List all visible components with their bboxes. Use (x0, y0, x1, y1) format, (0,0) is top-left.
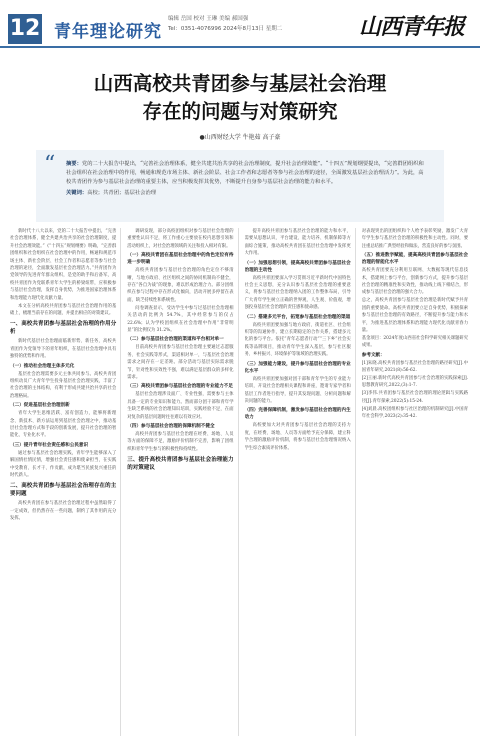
body-paragraph: 高校共青团参与基层社会治理在经费、场地、人员等方面的保障不足，激励评价机制不完善，影响了团组织和青年学生参与的积极性和持续性。 (127, 432, 234, 452)
reference-item: [3]李伟.共青团参与基层社会治理的理论逻辑与实践路径[J].青年探索,2022(5):15-24. (361, 391, 468, 404)
abstract-paragraph (66, 160, 428, 187)
body-paragraph: 青年大学生思维活跃、富有创造力，能够将新理念、新技术、新方法运用到基层社会治理之中，推动基层社会治理方式和手段的创新发展，提升社会治理的智能化、专业化水平。 (10, 411, 117, 439)
subsection-heading: （二）参与基层社会治理的渠道和平台相对单一 (127, 337, 224, 343)
subsection-heading: （四）完善保障机制，激发参与基层社会治理的内生动力 (244, 408, 351, 421)
subsection-heading: 参考文献： (361, 352, 385, 358)
body-paragraph: 本文在分析高校共青团参与基层社会治理作用的基础上，梳理当前存在的问题，并提出相应的对策建议。 (10, 303, 117, 316)
quote-mark-icon: “ (44, 152, 56, 177)
contact-date-line: Tel：0351-4076996 2024年8月13日 星期二 (168, 26, 283, 32)
subsection-heading: （四）参与基层社会治理的保障机制不健全 (127, 424, 215, 430)
body-paragraph: 调研发现，部分高校团组织对参与基层社会治理的重要性认识不足，将工作重心主要放在校内思想引领和活动组织上，对社会治理领域的关注和投入相对有限。 (127, 229, 234, 249)
reference-item: [2]王丽.新时代高校共青团参与社会治理的实践探索[J].思想教育研究,2022,(3):1-7. (361, 376, 468, 389)
body-paragraph: 提升高校共青团参与基层社会治理的能力和水平，需要从思想认识、平台建设、能力培养、机制保障等方面综合施策，推动高校共青团在基层社会治理中发挥更大作用。 (244, 229, 351, 257)
body-paragraph: 高校共青团要加强与地方政府、街道社区、社会组织等的沟通协作，建立长期稳定的合作关系，搭建多元化的参与平台。依托“青年志愿者行动”“三下乡”社会实践等品牌项目，推动青年学生深入基层，参与社区服务、乡村振兴、环境保护等领域的治理实践。 (244, 322, 351, 358)
body-paragraph: 高校要加大对共青团参与基层社会治理的支持力度，在经费、场地、人员等方面给予充分保障，建立科学合理的激励评价机制，将参与基层社会治理情况纳入学生综合素质评价体系。 (244, 423, 351, 451)
subsection-heading: （二）促进基层社会治理创新 (10, 403, 70, 409)
title-line-2: 存在的问题与对策研究 (142, 100, 338, 123)
reference-item: [1]朱晓.高校共青团参与基层社会治理的路径研究[J].中国青年研究,2021(8):56-62. (361, 360, 468, 374)
editor-line: 编辑 岳国 校对 王琳 美编 郝国强 (168, 16, 249, 22)
reference-item: [4]刘晨.高校团组织参与社区治理的机制研究[J].中国青年社会科学,2023(2):35-42. (361, 406, 468, 420)
article-title (40, 70, 440, 126)
body-paragraph: 基层社会治理涉及面广、专业性强，需要参与主体具备一定的专业知识和能力。然而部分团干部和青年学生缺乏系统的社会治理知识培训，实践经验不足，在面对复杂的基层问题时往往难以有效应对。 (127, 392, 234, 420)
abstract-text: 党的二十大报告中提出，“完善社会治理体系，健全共建共治共享的社会治理制度，提升社会治理效能”。“十四五”规划纲要提出，“完善群团组织和社会组织在社会治理中的作用，畅通和规范市场主体、新社会阶层、社会工作者和志愿者等参与社会治理的途径，全面激发基层社会治理活力”。为此，高校共青团作为参与基层社会治理的重要主体，应当积极发挥其优势，不断提升自身参与基层社会治理的能力和水平。 (66, 161, 424, 185)
body-paragraph: 高校共青团参与基层社会治理的角色定位不够清晰，与地方政府、社区组织之间的协同机制尚不健全，存在“各自为战”的现象，难以形成治理合力。部分团组织在参与过程中存在形式化倾向，活动开展多停留在表面，缺乏持续性和系统性。 (127, 268, 234, 303)
section-heading: 二、高校共青团参与基层社会治理存在的主要问题 (10, 483, 117, 498)
abstract-label: 摘要： (66, 161, 82, 167)
section-heading: 一、高校共青团参与基层社会治理的作用分析 (10, 321, 117, 336)
body-paragraph: 高校共青团要深入学习贯彻习近平新时代中国特色社会主义思想，充分认识参与基层社会治理的重要意义，将参与基层社会治理纳入团的工作整体布局，引导广大青年学生树立正确的世界观、人生观、价值观，增强投身基层社会治理的责任感和使命感。 (244, 275, 351, 311)
body-column-1 (10, 228, 121, 736)
subsection-heading: （五）推进数字赋能，提高高校共青团参与基层社会治理的智能化水平 (361, 253, 468, 266)
body-paragraph: 通过参与基层社会治理实践，青年学生能够深入了解国情社情民情，增强社会责任感和使命担当，在实践中受教育、长才干、作贡献，成为堪当民族复兴重任的时代新人。 (10, 450, 117, 479)
subsection-heading: （一）加强思想引领，提高高校共青团参与基层社会治理的主动性 (244, 260, 351, 273)
body-column-3 (245, 228, 356, 736)
subsection-heading: （二）搭建多元平台，拓宽参与基层社会治理的渠道 (244, 314, 351, 320)
keywords-label: 关键词： (66, 190, 88, 196)
body-paragraph: 对表现突出的团组织和个人给予表彰奖励，激发广大青年学生参与基层社会治理的积极性和主动性。同时，要注重总结推广典型经验和做法，营造良好的参与氛围。 (361, 229, 468, 249)
subsection-heading: （一）推动社会治理主体多元化 (10, 363, 75, 369)
subsection-heading: （三）提升青年社会责任感和公民意识 (10, 442, 89, 448)
section-heading: 三、提升高校共青团参与基层社会治理能力的对策建议 (127, 457, 234, 472)
body-paragraph: 基层社会治理需要多元主体共同参与。高校共青团组织动员广大青年学生投身基层社会治理实践，丰富了社会治理的主体结构，有利于形成共建共治共享的社会治理格局。 (10, 371, 117, 399)
newspaper-logo: 山西青年报 (358, 14, 464, 40)
body-paragraph: 新时代基层社会治理面临新形势、新任务，高校共青团作为党领导下的青年组织，在基层社会治理中具有独特的优势和作用。 (10, 339, 117, 360)
body-paragraph: 目前高校共青团参与基层社会治理主要通过志愿服务、社会实践等形式，渠道相对单一，与基层社会治理需求之间存在一定差距。部分活动与基层实际需求脱节，针对性和实效性不强，难以满足基层群众的多样化需求。 (127, 345, 234, 380)
article-body (10, 228, 472, 736)
subsection-heading: （一）高校共青团在基层社会治理中的角色定位有待进一步明确 (127, 253, 234, 266)
page-number: 12 (8, 14, 42, 44)
title-line-1: 山西高校共青团参与基层社会治理 (93, 72, 387, 95)
body-paragraph: 新时代十八大以来，党的二十大报告中提出，“完善社会治理体系，健全共建共治共享的社会治理制度，提升社会治理效能。”《“十四五”规划纲要》明确，“完善群团组织和社会组织在社会治理中的作用，畅通和规范市场主体、新社会阶层、社会工作者和志愿者等参与社会治理的途径，全面激发基层社会治理活力。”共青团作为党领导的先进青年群众组织，是党的助手和后备军，高校共青团作为党联系青年大学生的桥梁纽带，应积极参与基层社会治理，发挥自身优势，为推进国家治理体系和治理能力现代化贡献力量。 (10, 229, 117, 301)
body-paragraph: 问卷调查显示，受访学生中参与过基层社会治理相关活动的比例为 54.7%，其中经常参与的仅占 22.6%；认为学校团组织在社会治理中作用“非常明显”的比例仅为 31.2%。 (127, 305, 234, 333)
abstract-box (36, 150, 444, 222)
keywords-paragraph (66, 189, 428, 198)
body-column-4 (362, 228, 472, 736)
author-line: ●山西财经大学 牛艳茹 高子豪 (199, 134, 281, 141)
subsection-heading: （三）高校共青团参与基层社会治理的专业能力不足 (127, 384, 233, 390)
body-paragraph: 总之，高校共青团参与基层社会治理是新时代赋予共青团的重要使命。高校共青团要立足自身优势，积极探索参与基层社会治理的有效路径，不断提升参与能力和水平，为推进基层治理体系和治理能力现代化贡献青春力量。 (361, 298, 468, 333)
subsection-heading: （三）加强能力建设，提升参与基层社会治理的专业化水平 (244, 361, 351, 374)
body-column-2 (127, 228, 238, 736)
page-header (0, 0, 480, 48)
body-paragraph: 高校共青团要加强对团干部和青年学生的专业能力培训，开设社会治理相关课程和讲座，邀请专家学者和基层工作者进行指导，提升其发现问题、分析问题和解决问题的能力。 (244, 376, 351, 404)
body-paragraph: 高校共青团要充分利用互联网、大数据等现代信息技术，搭建网上参与平台，创新参与方式，提升参与基层社会治理的精准性和实效性，推动线上线下相结合，形成参与基层社会治理的强大合力。 (361, 268, 468, 296)
section-title: 青年理论研究 (54, 22, 162, 42)
body-paragraph: 高校共青团在参与基层社会治理过程中虽然取得了一定成效，但仍然存在一些问题，制约了其作用的充分发挥。 (10, 501, 117, 522)
keywords-text: 高校；共青团；基层社会治理 (87, 190, 157, 196)
body-paragraph: 基金项目：2024年度山西省社会科学研究相关课题研究成果。 (361, 335, 468, 349)
